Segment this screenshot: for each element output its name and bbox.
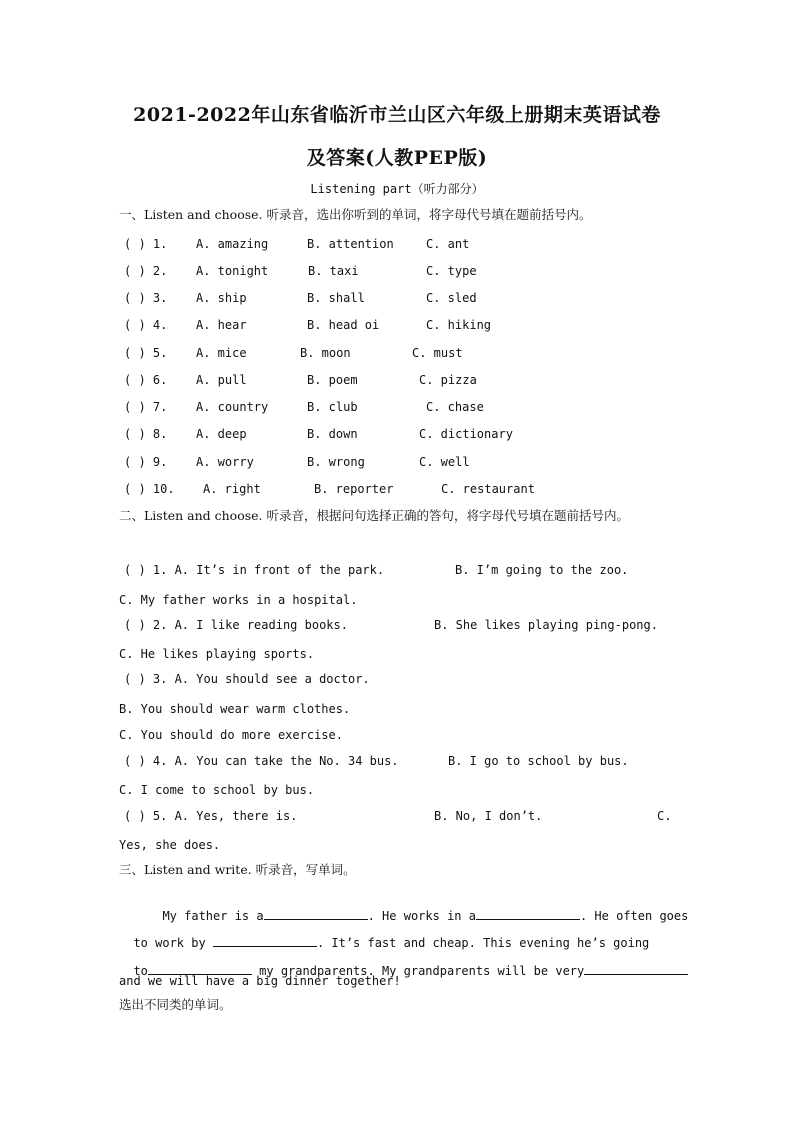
- option-c: C. restaurant: [441, 482, 535, 496]
- s2-q3-option-b: B. You should wear warm clothes.: [119, 702, 351, 716]
- s2-q1-option-b: B. I’m going to the zoo.: [455, 563, 629, 577]
- option-c: C. hiking: [426, 318, 492, 332]
- option-a: A. right: [203, 482, 261, 496]
- s3-text: . He works in a: [367, 909, 476, 923]
- question-number: ( ) 4.: [124, 318, 168, 332]
- question-number: ( ) 10.: [124, 482, 175, 496]
- option-a: A. tonight: [196, 264, 269, 278]
- section-4-heading: 选出不同类的单词。: [119, 997, 232, 1012]
- option-c: C. sled: [426, 291, 477, 305]
- question-number: ( ) 3.: [124, 291, 168, 305]
- question-number: ( ) 9.: [124, 455, 168, 469]
- option-c: C. must: [412, 346, 463, 360]
- option-c: C. ant: [426, 237, 470, 251]
- s2-q1-option-c: C. My father works in a hospital.: [119, 593, 358, 607]
- s3-text: to work by: [133, 936, 206, 950]
- option-c: C. well: [419, 455, 470, 469]
- question-number: ( ) 2.: [124, 264, 168, 278]
- subtitle: Listening part（听力部分）: [310, 182, 484, 196]
- s3-paragraph-line-4: and we will have a big dinner together!: [119, 974, 401, 988]
- option-b: B. attention: [307, 237, 394, 251]
- s2-q1-option-a: ( ) 1. A. It’s in front of the park.: [124, 563, 385, 577]
- option-c: C. chase: [426, 400, 484, 414]
- s2-q5-option-c-text: Yes, she does.: [119, 838, 221, 852]
- question-number: ( ) 7.: [124, 400, 168, 414]
- s3-text: . He often goes: [579, 909, 689, 923]
- s2-q4-option-c: C. I come to school by bus.: [119, 783, 315, 797]
- option-a: A. deep: [196, 427, 247, 441]
- option-c: C. pizza: [419, 373, 477, 387]
- page-title-line-2: 及答案(人教PEP版): [306, 147, 488, 169]
- question-number: ( ) 1.: [124, 237, 168, 251]
- page-title: 2021-2022年山东省临沂市兰山区六年级上册期末英语试卷: [133, 104, 661, 126]
- s3-text: to: [133, 964, 148, 978]
- s3-text: my grandparents. My grandparents will be very: [259, 964, 585, 978]
- question-number: ( ) 8.: [124, 427, 168, 441]
- option-b: B. reporter: [314, 482, 394, 496]
- option-b: B. down: [307, 427, 358, 441]
- s2-q3-option-c: C. You should do more exercise.: [119, 728, 343, 742]
- question-number: ( ) 5.: [124, 346, 168, 360]
- section-2-heading: 二、Listen and choose. 听录音，根据问句选择正确的答句，将字母代号填在题前括号内。: [119, 508, 629, 523]
- option-b: B. head oi: [307, 318, 380, 332]
- s2-q3-option-a: ( ) 3. A. You should see a doctor.: [124, 672, 370, 686]
- option-b: B. wrong: [307, 455, 365, 469]
- s3-text: . It’s fast and cheap. This evening he’s going: [316, 936, 650, 950]
- option-b: B. taxi: [308, 264, 359, 278]
- s2-q5-option-b: B. No, I don’t.: [434, 809, 543, 823]
- option-a: A. worry: [196, 455, 254, 469]
- s2-q4-option-b: B. I go to school by bus.: [448, 754, 629, 768]
- option-a: A. hear: [196, 318, 247, 332]
- option-b: B. club: [307, 400, 358, 414]
- blank-5[interactable]: [584, 962, 688, 975]
- section-3-heading: 三、Listen and write. 听录音，写单词。: [119, 862, 356, 877]
- option-a: A. amazing: [196, 237, 269, 251]
- option-b: B. poem: [307, 373, 358, 387]
- s2-q2-option-b: B. She likes playing ping-pong.: [434, 618, 658, 632]
- option-b: B. moon: [300, 346, 351, 360]
- s2-q2-option-a: ( ) 2. A. I like reading books.: [124, 618, 348, 632]
- section-1-heading: 一、Listen and choose. 听录音，选出你听到的单词，将字母代号填在题前括号内。: [119, 207, 592, 222]
- option-a: A. mice: [196, 346, 247, 360]
- s3-text: My father is a: [162, 909, 264, 923]
- s2-q4-option-a: ( ) 4. A. You can take the No. 34 bus.: [124, 754, 399, 768]
- option-a: A. pull: [196, 373, 247, 387]
- option-c: C. type: [426, 264, 477, 278]
- option-a: A. country: [196, 400, 269, 414]
- s2-q5-option-c-label: C.: [657, 809, 672, 823]
- option-c: C. dictionary: [419, 427, 513, 441]
- s2-q2-option-c: C. He likes playing sports.: [119, 647, 315, 661]
- question-number: ( ) 6.: [124, 373, 168, 387]
- s2-q5-option-a: ( ) 5. A. Yes, there is.: [124, 809, 298, 823]
- option-a: A. ship: [196, 291, 247, 305]
- option-b: B. shall: [307, 291, 365, 305]
